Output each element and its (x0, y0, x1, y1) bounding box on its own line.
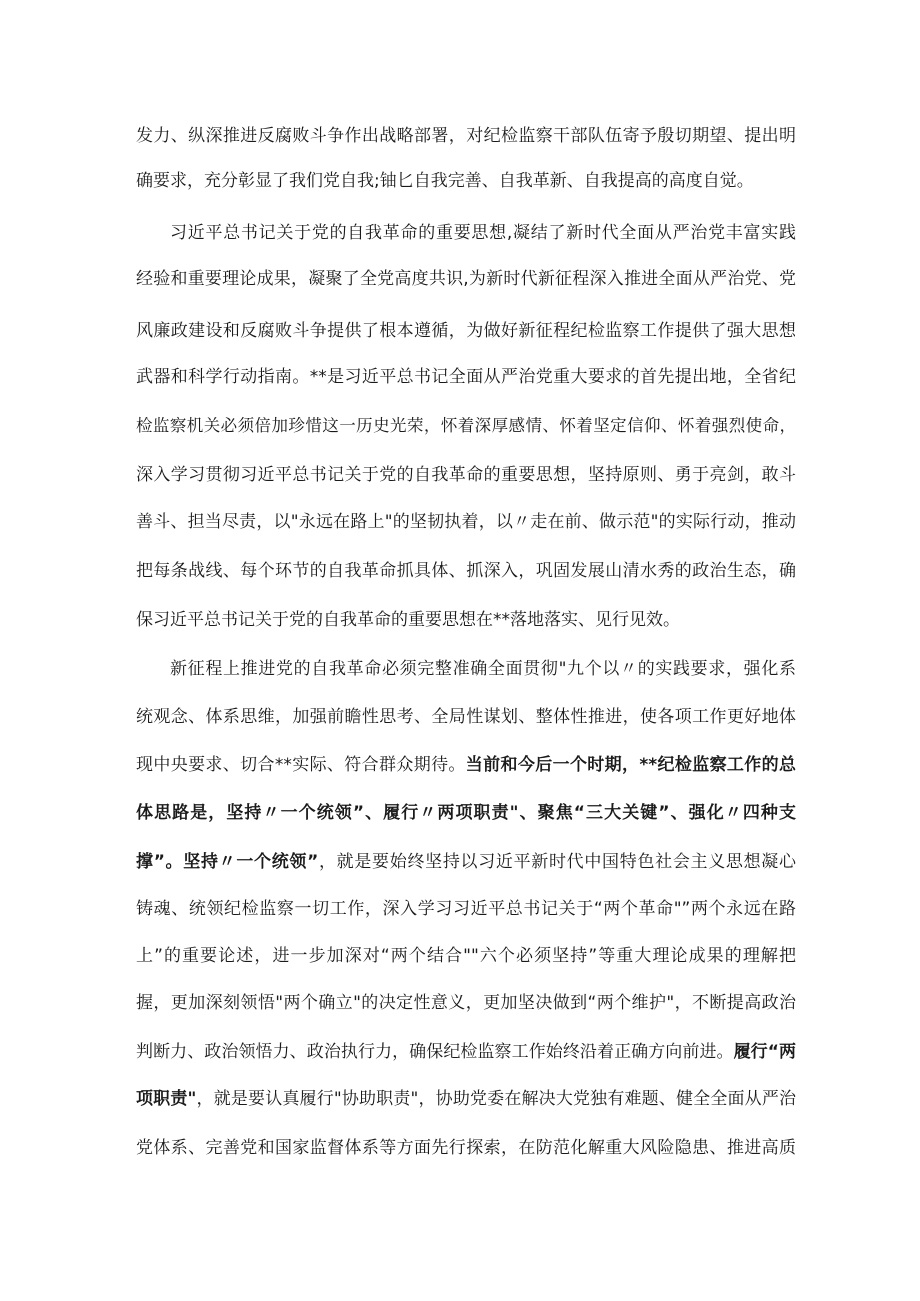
text-run: ，就是要认真履行"协助职责"，协助党委在解决大党独有难题、健全全面从严治 (196, 1089, 796, 1109)
text-line (136, 942, 796, 970)
text-line (136, 848, 796, 876)
text-run: 习近平总书记关于党的自我革命的重要思想,凝结了新时代全面从严治党丰富实践 (170, 223, 796, 243)
text-run: 统观念、体系思维，加强前瞻性思考、全局性谋划、整体性推进，使各项工作更好地体 (136, 707, 796, 727)
text-line (136, 412, 796, 440)
text-line (136, 167, 796, 195)
text-run: 检监察机关必须倍加珍惜这一历史光荣，怀着深厚感情、怀着坚定信仰、怀着强烈使命， (136, 416, 796, 435)
text-line (136, 508, 796, 536)
text-run: 善斗、担当尽责，以"永远在路上"的坚韧执着，以〃走在前、做示范"的实际行动，推动 (136, 512, 796, 532)
text-run-bold: 当前和今后一个时期，**纪检监察工作的总 (465, 755, 797, 775)
text-run: 党体系、完善党和国家监督体系等方面先行探索，在防范化解重大风险隐患、推进高质 (136, 1138, 796, 1158)
text-run: 上”的重要论述，进一步加深对“两个结合""六个必须坚持”等重大理论成果的理解把 (136, 946, 796, 966)
text-run: 铸魂、统领纪检监察一切工作，深入学习习近平总书记关于“两个革命"”两个永远在路 (136, 899, 796, 919)
text-line (170, 219, 796, 247)
text-run: 确要求，充分彰显了我们党自我;铀匕自我完善、自我革新、自我提高的高度自觉。 (136, 171, 754, 191)
text-line (136, 703, 796, 731)
text-run-bold: 项职责" (136, 1089, 197, 1109)
text-run: 风廉政建设和反腐败斗争提供了根本遵循，为做好新征程纪检监察工作提供了强大思想 (136, 321, 796, 341)
text-run: 深入学习贯彻习近平总书记关于党的自我革命的重要思想，坚持原则、勇于亮剑，敢斗 (136, 465, 796, 485)
text-line (136, 799, 796, 827)
text-run: 发力、纵深推进反腐败斗争作出战略部署，对纪检监察干部队伍寄予殷切期望、提出明 (136, 126, 796, 146)
text-run: 把每条战线、每个环节的自我革命抓具体、抓深入，巩固发展山清水秀的政治生态，确 (136, 561, 796, 581)
text-run-bold: 体思路是，坚持〃一个统领”、履行〃两项职责"、聚焦“三大关键”、强化〃四种支 (136, 803, 796, 823)
text-run: ，就是要始终坚持以习近平新时代中国特色社会主义思想凝心 (318, 852, 796, 872)
text-line (136, 989, 796, 1017)
text-line (136, 1038, 796, 1066)
text-line (136, 265, 796, 293)
text-run: 保习近平总书记关于党的自我革命的重要思想在**落地落实、见行见效。 (136, 610, 680, 630)
text-run: 新征程上推进党的自我革命必须完整准确全面贯彻"九个以〃的实践要求，强化系 (170, 659, 796, 679)
text-line (136, 461, 796, 489)
text-line (170, 655, 796, 683)
text-line (136, 363, 796, 391)
text-line (136, 751, 796, 779)
text-line (136, 1134, 796, 1162)
text-run-bold: 撑”。坚持〃一个统领” (136, 852, 319, 872)
text-line (136, 557, 796, 585)
text-line (136, 317, 796, 345)
text-run-bold: 履行“两 (733, 1042, 796, 1062)
text-line (136, 122, 796, 150)
text-run: 判断力、政治领悟力、政治执行力，确保纪检监察工作始终沿着正确方向前进。 (136, 1042, 734, 1062)
text-line (136, 895, 796, 923)
text-run: 武器和科学行动指南。**是习近平总书记全面从严治党重大要求的首先提出地，全省纪 (136, 367, 796, 387)
text-run: 经验和重要理论成果，凝聚了全党高度共识,为新时代新征程深入推进全面从严治党、党 (136, 269, 796, 289)
text-run: 现中央要求、切合**实际、符合群众期待。 (136, 755, 466, 775)
text-line (136, 1085, 796, 1113)
text-run: 握，更加深刻领悟"两个确立"的决定性意义，更加坚决做到“两个维护"，不断提高政治 (136, 993, 796, 1013)
text-line (136, 606, 796, 634)
